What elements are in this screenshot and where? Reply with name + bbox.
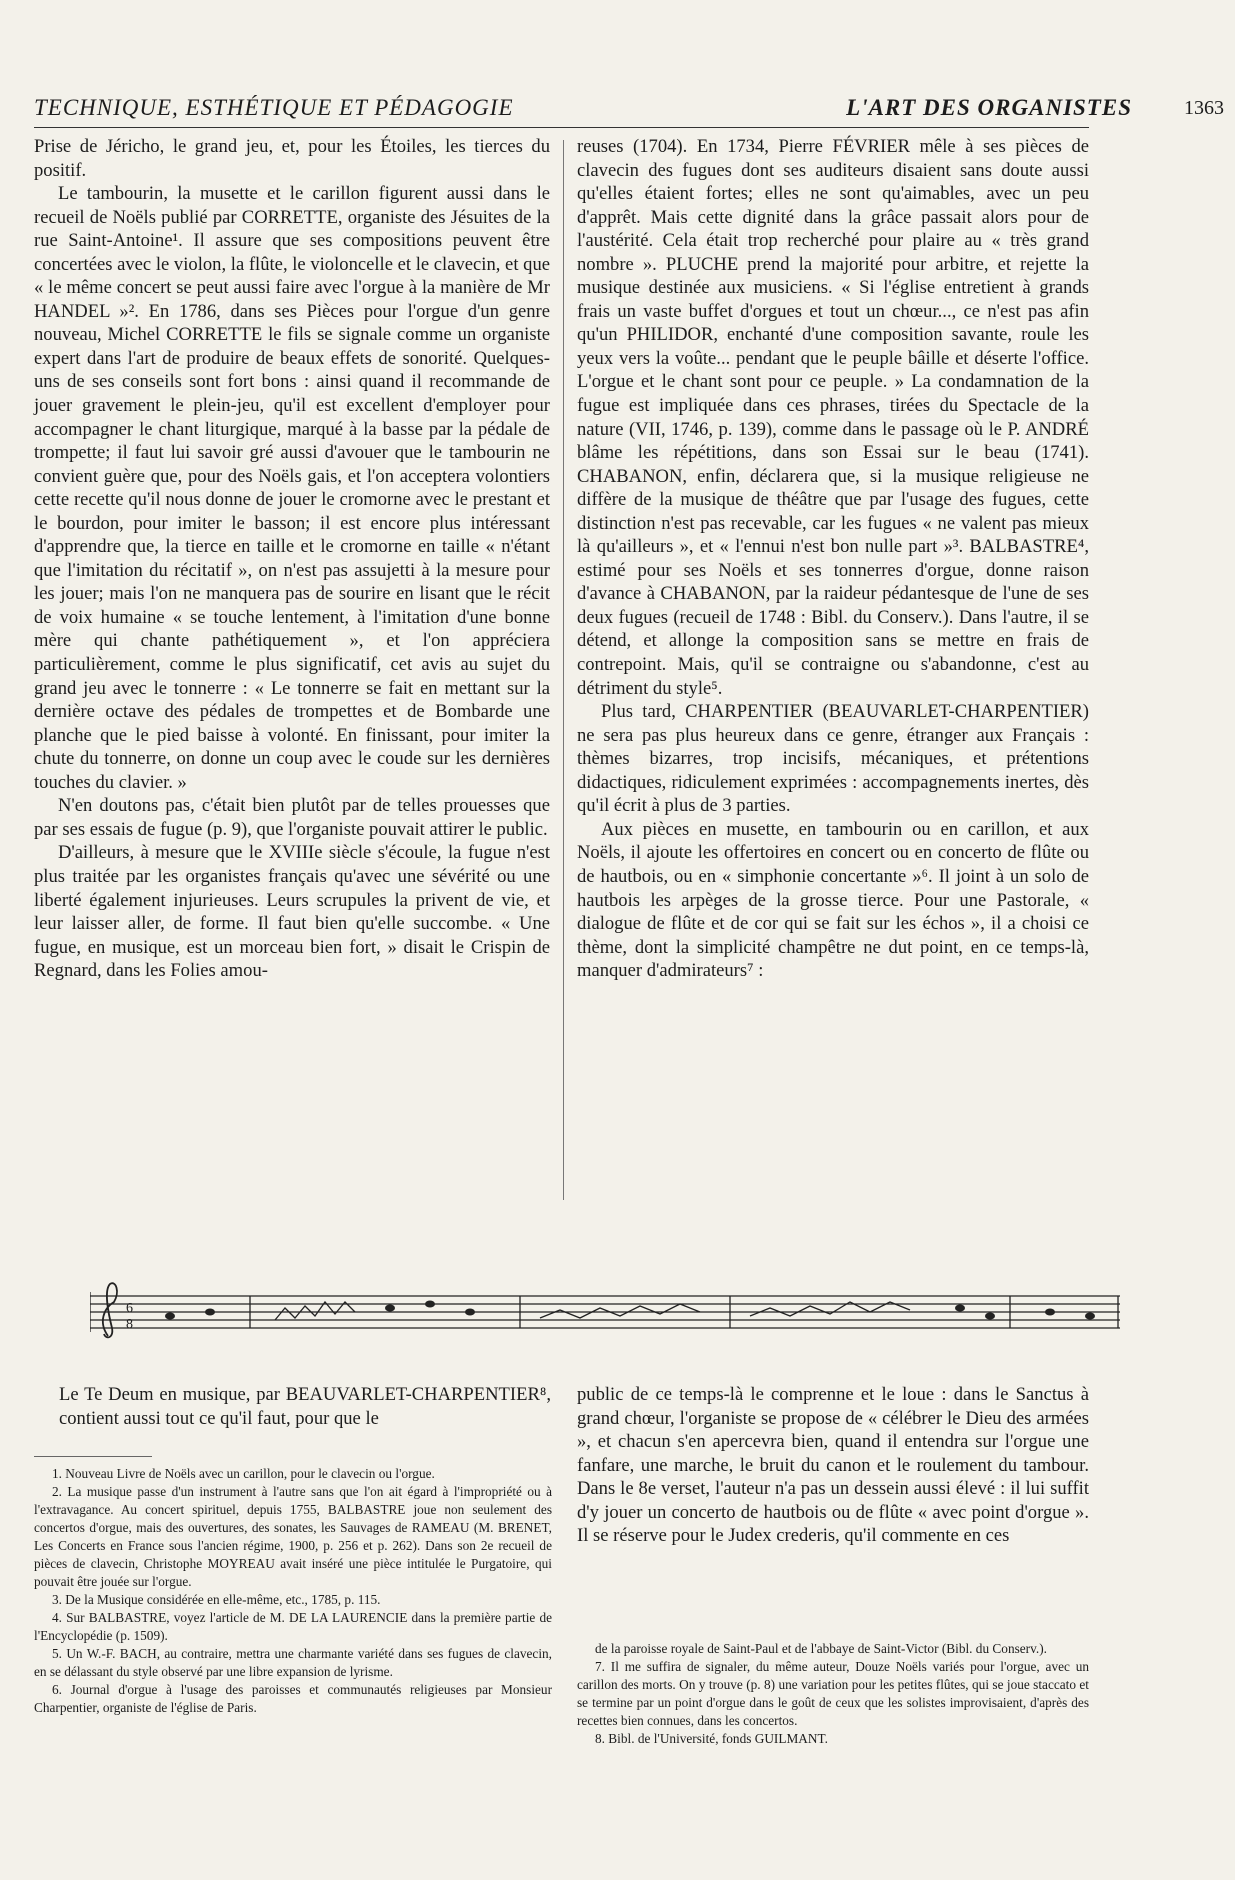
header-left-title: TECHNIQUE, ESTHÉTIQUE ET PÉDAGOGIE bbox=[34, 95, 514, 120]
footnote: 7. Il me suffira de signaler, du même auteur, Douze Noëls variés pour l'orgue, avec un carillon des morts. On y trouve (p. 8) une variation pour les petites flûtes, qui se joue staccato et se termine par un point d'orgue dans le goût de ceux que les solistes improvisaient, d'après des recettes bien connues, dans les concertos. bbox=[577, 1659, 1089, 1728]
footnote: 4. Sur BALBASTRE, voyez l'article de M. DE LA LAURENCIE dans la première partie de l'Encyclopédie (p. 1509). bbox=[34, 1610, 552, 1643]
paragraph: reuses (1704). En 1734, Pierre FÉVRIER mêle à ses pièces de clavecin des fugues dont ses auditeurs disaient sans doute aussi qu'elles étaient fortes; elles ne sont qu'aimables, avec un peu d'apprêt. Mais cette dignité dans la grâce passait alors pour de l'austérité. Cela était trop recherché pour plaire au « très grand nombre ». PLUCHE prend la majorité pour arbitre, et rejette la musique destinée aux musiciens. « Si l'église entretient à grands frais un vaste buffet d'orgues et tout un chœur..., ce n'est pas afin qu'un PHILIDOR, enchanté d'une composition savante, roule les yeux vers la voûte... pendant que le peuple bâille et déserte l'office. L'orgue et le chant sont pour ce peuple. » La condamnation de la fugue est impliquée dans ces phrases, tirées du Spectacle de la nature (VII, 1746, p. 139), comme dans le passage où le P. ANDRÉ blâme les répétitions, dans son Essai sur le beau (1741). CHABANON, enfin, déclarera que, si la musique religieuse ne diffère de la musique de théâtre que par l'usage des fugues, cette distinction n'est pas recevable, car les fugues « ne valent pas mieux là qu'ailleurs », et « l'ennui n'est bon nulle part »³. BALBASTRE⁴, estimé pour ses Noëls et ses tonnerres d'orgue, donne raison d'avance à CHABANON, par la raideur pédantesque de l'une de ses deux fugues (recueil de 1748 : Bibl. du Conserv.). Dans l'autre, il se détend, et allonge la composition sans se mettre en frais de contrepoint. Mais, qu'il se contraigne ou s'abandonne, c'est au détriment du style⁵. bbox=[577, 136, 1089, 699]
running-header bbox=[34, 95, 1224, 125]
footnote: 5. Un W.-F. BACH, au contraire, mettra une charmante variété dans ses fugues de clavecin, en se délassant du style observé par une libre expansion de lyrisme. bbox=[34, 1646, 552, 1679]
paragraph: Prise de Jéricho, le grand jeu, et, pour les Étoiles, les tierces du positif. bbox=[34, 136, 550, 181]
page-number: 1363 bbox=[1184, 97, 1224, 119]
header-right-title: L'ART DES ORGANISTES bbox=[846, 95, 1132, 120]
header-rule bbox=[34, 127, 1089, 128]
paragraph: N'en doutons pas, c'était bien plutôt par de telles prouesses que par ses essais de fugue (p. 9), que l'organiste pouvait attirer le public. bbox=[34, 795, 550, 840]
paragraph: Le Te Deum en musique, par BEAUVARLET-CHARPENTIER⁸, contient aussi tout ce qu'il faut, pour que le bbox=[59, 1384, 551, 1429]
column-right-bottom bbox=[577, 1383, 1089, 1548]
footnotes-right bbox=[577, 1640, 1089, 1748]
column-divider bbox=[563, 140, 564, 1200]
footnote: 1. Nouveau Livre de Noëls avec un carillon, pour le clavecin ou l'orgue. bbox=[52, 1466, 435, 1481]
footnote: 2. La musique passe d'un instrument à l'autre sans que l'on ait égard à l'impropriété ou à l'extravagance. Au concert spirituel, depuis 1755, BALBASTRE joue non seulement des concertos d'orgue, mais des ouvertures, des sonates, les Sauvages de RAMEAU (M. BRENET, Les Concerts en France sous l'ancien régime, 1900, p. 256 et p. 262). Dans son 2e recueil de pièces de clavecin, Christophe MOYREAU avait inséré une pièce intitulée le Purgatoire, qui pouvait être jouée sur l'orgue. bbox=[34, 1484, 552, 1589]
footnote: 6. Journal d'orgue à l'usage des paroisses et communautés religieuses par Monsieur Charpentier, organiste de l'église de Paris. bbox=[34, 1682, 552, 1715]
paragraph: public de ce temps-là le comprenne et le loue : dans le Sanctus à grand chœur, l'organiste se propose de « célébrer le Dieu des armées », et chacun s'en apercevra bien, quand il entendra sur l'orgue une fanfare, une marche, le bruit du canon et le roulement du tambour. Dans le 8e verset, l'auteur n'a pas un dessein aussi élevé : il lui suffit d'y jouer un concerto de hautbois ou de flûte « avec point d'orgue ». Il se réserve pour le Judex crederis, qu'il commente en ces bbox=[577, 1384, 1089, 1547]
paragraph: Aux pièces en musette, en tambourin ou en carillon, et aux Noëls, il ajoute les offertoires en concert ou en concerto de flûte ou de hautbois, ou en « simphonie concertante »⁶. Il joint à un solo de hautbois les arpèges de la grosse tierce. Pour une Pastorale, « dialogue de flûte et de cor qui se fait sur les échos », il a choisi ce thème, dont la simplicité champêtre ne dut point, en ce temps-là, manquer d'admirateurs⁷ : bbox=[577, 818, 1089, 982]
music-score-excerpt bbox=[90, 1272, 1120, 1352]
paragraph: D'ailleurs, à mesure que le XVIIIe siècle s'écoule, la fugue n'est plus traitée par les organistes français qu'avec une sévérité ou une liberté également injurieuses. Leurs scrupules la privent de vie, et leur laisser aller, de forme. Il faut bien qu'elle succombe. « Une fugue, en musique, est un morceau bien fort, » disait le Crispin de Regnard, dans les Folies amou- bbox=[34, 842, 550, 982]
footnote: 3. De la Musique considérée en elle-même, etc., 1785, p. 115. bbox=[52, 1592, 381, 1607]
paragraph: Plus tard, CHARPENTIER (BEAUVARLET-CHARPENTIER) ne sera pas plus heureux dans ce genre, étranger aux Français : thèmes bizarres, trop incisifs, mécaniques, et prétentions didactiques, ridiculement exprimées : accompagnements inertes, dès qu'il écrit à plus de 3 parties. bbox=[577, 701, 1089, 817]
footnotes-left bbox=[34, 1465, 552, 1717]
svg-text:8: 8 bbox=[126, 1317, 133, 1332]
column-right bbox=[577, 135, 1089, 983]
footnote-separator bbox=[34, 1456, 152, 1457]
column-left bbox=[34, 135, 550, 983]
paragraph: Le tambourin, la musette et le carillon figurent aussi dans le recueil de Noëls publié par CORRETTE, organiste des Jésuites de la rue Saint-Antoine¹. Il assure que ses compositions peuvent être concertées avec le violon, la flûte, le violoncelle et le clavecin, et que « le même concert se peut aussi faire avec l'orgue à la manière de Mr HANDEL »². En 1786, dans ses Pièces pour l'orgue d'un genre nouveau, Michel CORRETTE le fils se signale comme un organiste expert dans l'art de produire de beaux effets de sonorité. Quelques-uns de ses conseils sont fort bons : ainsi quand il recommande de jouer gravement le plein-jeu, qu'il est excellent d'employer pour accompagner le chant liturgique, marqué à la basse par la pédale de trompette; il faut lui savoir gré aussi d'avouer que le tambourin ne convient guère que, pour des Noëls gais, et l'on acceptera volontiers cette recette qu'il nous donne de jouer le cromorne avec le prestant et le bourdon, pour imiter le basson; il est encore plus intéressant d'apprendre que, la tierce en taille et le cromorne en taille « n'étant que l'imitation du récitatif », on n'est pas assujetti à la mesure pour les jouer; mais l'on ne manquera pas de sourire en lisant que le récit de voix humaine « se touche lentement, à l'imitation d'une bonne mère qui chante pathétiquement », et l'on appréciera particulièrement, comme le plus significatif, cet avis au sujet du grand jeu avec le tonnerre : « Le tonnerre se fait en mettant sur la dernière octave des pédales de trompettes et de Bombarde une planche que le pied baisse à volonté. En finissant, pour imiter la chute du tonnerre, on donne un coup avec le coude sur les dernières touches du clavier. » bbox=[34, 183, 550, 793]
svg-text:6: 6 bbox=[126, 1301, 133, 1316]
column-left-bottom bbox=[59, 1383, 551, 1430]
footnote: de la paroisse royale de Saint-Paul et de l'abbaye de Saint-Victor (Bibl. du Conserv.). bbox=[595, 1641, 1047, 1656]
footnote: 8. Bibl. de l'Université, fonds GUILMANT. bbox=[595, 1731, 828, 1746]
